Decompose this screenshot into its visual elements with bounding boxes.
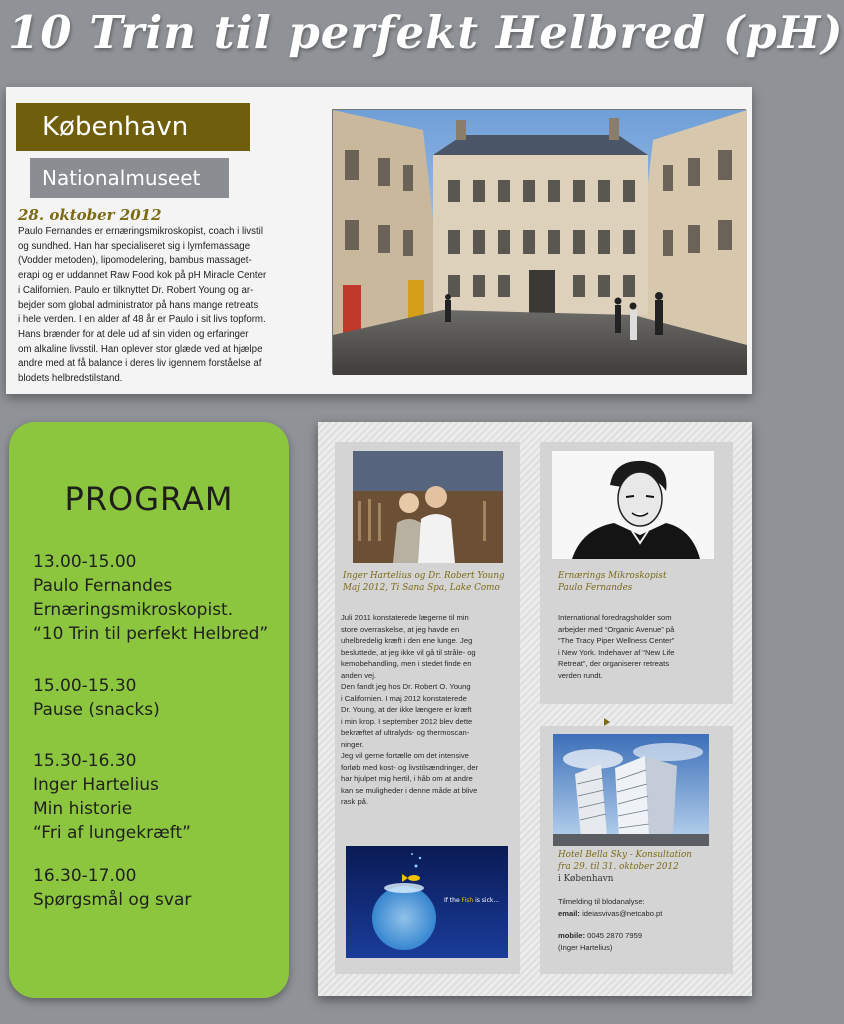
speaker-line: i New York. Indehaver af “New Life (558, 647, 675, 657)
mobile-number: 0045 2870 7959 (587, 931, 643, 940)
speaker-caption-name: Paulo Fernandes (558, 583, 633, 593)
details-panel (318, 422, 752, 996)
bio-line: erapi og er uddannet Raw Food kok på pH Miracle Center (18, 270, 267, 282)
program-time: 13.00-15.00 (33, 552, 137, 572)
testimonial-text (341, 612, 478, 808)
photo-caption-place: Maj 2012, Ti Sana Spa, Lake Como (343, 583, 500, 593)
story-line: Dr. Young, at der ikke længere er kræft (341, 705, 472, 714)
paulo-portrait (552, 451, 714, 559)
program-line: Paulo Fernandes (33, 576, 173, 596)
speaker-line: verden rundt. (558, 670, 603, 680)
story-line: kan se muligheder i denne måde at blive (341, 785, 478, 795)
bio-line: (Vodder metoden), lipomodelering, bambus massaget- (18, 255, 252, 267)
bio-line: Hans brænder for at dele ud af sin viden og erfaringer (18, 328, 249, 340)
bio-line: blodets helbredstilstand. (18, 373, 123, 385)
bio-line: i Californien. Paulo er tilknyttet Dr. Robert Young og ar- (18, 284, 254, 296)
story-line: store overraskelse, at jeg havde en (341, 624, 460, 634)
program-heading: PROGRAM (64, 480, 234, 518)
speaker-description (558, 612, 675, 681)
program-line: Ernæringsmikroskopist. (33, 600, 234, 620)
story-line: besluttede, at jeg ikke vil gå til stråle- og (341, 647, 476, 657)
contact-person: (Inger Hartelius) (558, 942, 613, 952)
signup-text: Tilmelding til blodanalyse: (558, 897, 645, 906)
email-address[interactable]: ideiasvivas@netcabo.pt (582, 908, 663, 918)
bio-line: Paulo Fernandes er ernæringsmikroskopist, coach i livstil (18, 226, 263, 237)
program-line: Spørgsmål og svar (33, 890, 192, 910)
speaker-bio (18, 225, 320, 387)
fish-text-highlight: Fish (461, 897, 474, 904)
fish-text-prefix: If the (444, 897, 462, 904)
program-line: “Fri af lungekræft” (33, 823, 191, 843)
hotel-bella-sky-photo (553, 734, 709, 846)
venue-label: Nationalmuseet (30, 158, 229, 198)
fish-bowl-image (346, 846, 508, 958)
speaker-caption-title: Ernærings Mikroskopist (558, 571, 667, 581)
fish-text-suffix: is sick... (473, 897, 500, 904)
story-line: ninger. (341, 739, 364, 749)
story-line: Juli 2011 konstaterede lægerne til min (341, 613, 469, 622)
story-line: anden vej. (341, 670, 377, 680)
bio-line: bejder som global administrator på hans mange retreats (18, 299, 259, 311)
story-line: Den fandt jeg hos Dr. Robert O. Young (341, 682, 471, 691)
speaker-line: arbejder med “Organic Avenue” på (558, 624, 675, 634)
hotel-caption-city: i København (558, 874, 614, 884)
program-line: “10 Trin til perfekt Helbred” (33, 624, 269, 644)
story-line: i Californien. I maj 2012 konstaterede (341, 693, 467, 703)
story-line: rask på. (341, 797, 369, 806)
hotel-caption-dates: fra 29. til 31. oktober 2012 (558, 862, 679, 872)
program-box (9, 422, 289, 998)
program-time: 16.30-17.00 (33, 866, 137, 886)
story-line: har hjulpet mig hertil, i håb om at andre (341, 774, 473, 783)
bio-line: og sundhed. Han har specialiseret sig i lymfemassage (18, 240, 251, 252)
inger-and-young-photo (353, 451, 503, 563)
story-line: uhelbredelig kræft i den ene lunge. Jeg (341, 636, 473, 645)
program-line: Min historie (33, 799, 133, 819)
bio-line: om alkaline livsstil. Han oplever stor glæde ved at hjælpe (18, 343, 263, 355)
photo-caption-names: Inger Hartelius og Dr. Robert Young (343, 571, 505, 581)
story-line: i min krop. I september 2012 blev dette (341, 716, 473, 726)
program-item (33, 864, 191, 912)
city-label: København (16, 103, 250, 151)
story-line: Jeg vil gerne fortælle om det intensive (341, 751, 469, 760)
hotel-caption-name: Hotel Bella Sky - Konsultation (558, 850, 692, 860)
speaker-line: International foredragsholder som (558, 613, 672, 622)
story-line: forløb med kost- og livstilsændringer, der (341, 762, 479, 772)
arrow-icon (604, 718, 610, 726)
speaker-line: Retreat”, der organiserer retreats (558, 659, 669, 668)
email-label: email: (558, 908, 580, 918)
program-item (33, 550, 268, 646)
svg-text:If the Fish is sick... (444, 897, 499, 904)
program-line: Pause (snacks) (33, 700, 160, 720)
bio-line: i hele verden. I en alder af 48 år er Paulo i sit livs topform. (18, 314, 266, 326)
story-line: kemobehandling, men i stedet finde en (341, 659, 472, 668)
bio-line: andre med at få balance i deres liv igennem forståelse af (18, 358, 262, 370)
mobile-label: mobile: (558, 931, 586, 940)
program-line: Inger Hartelius (33, 775, 159, 795)
story-line: bekræftet af ultralyds- og thermoscan- (341, 728, 470, 737)
speaker-line: “The Tracy Piper Wellness Center” (558, 636, 675, 645)
page-title: 10 Trin til perfekt Helbred (pH) (8, 6, 844, 59)
program-time: 15.00-15.30 (33, 676, 137, 696)
contact-info (558, 896, 662, 953)
program-item (33, 749, 191, 845)
program-time: 15.30-16.30 (33, 751, 137, 771)
nationalmuseet-photo (332, 109, 746, 374)
event-info-panel (6, 87, 752, 394)
event-date: 28. oktober 2012 (18, 206, 162, 224)
program-item (33, 674, 160, 722)
